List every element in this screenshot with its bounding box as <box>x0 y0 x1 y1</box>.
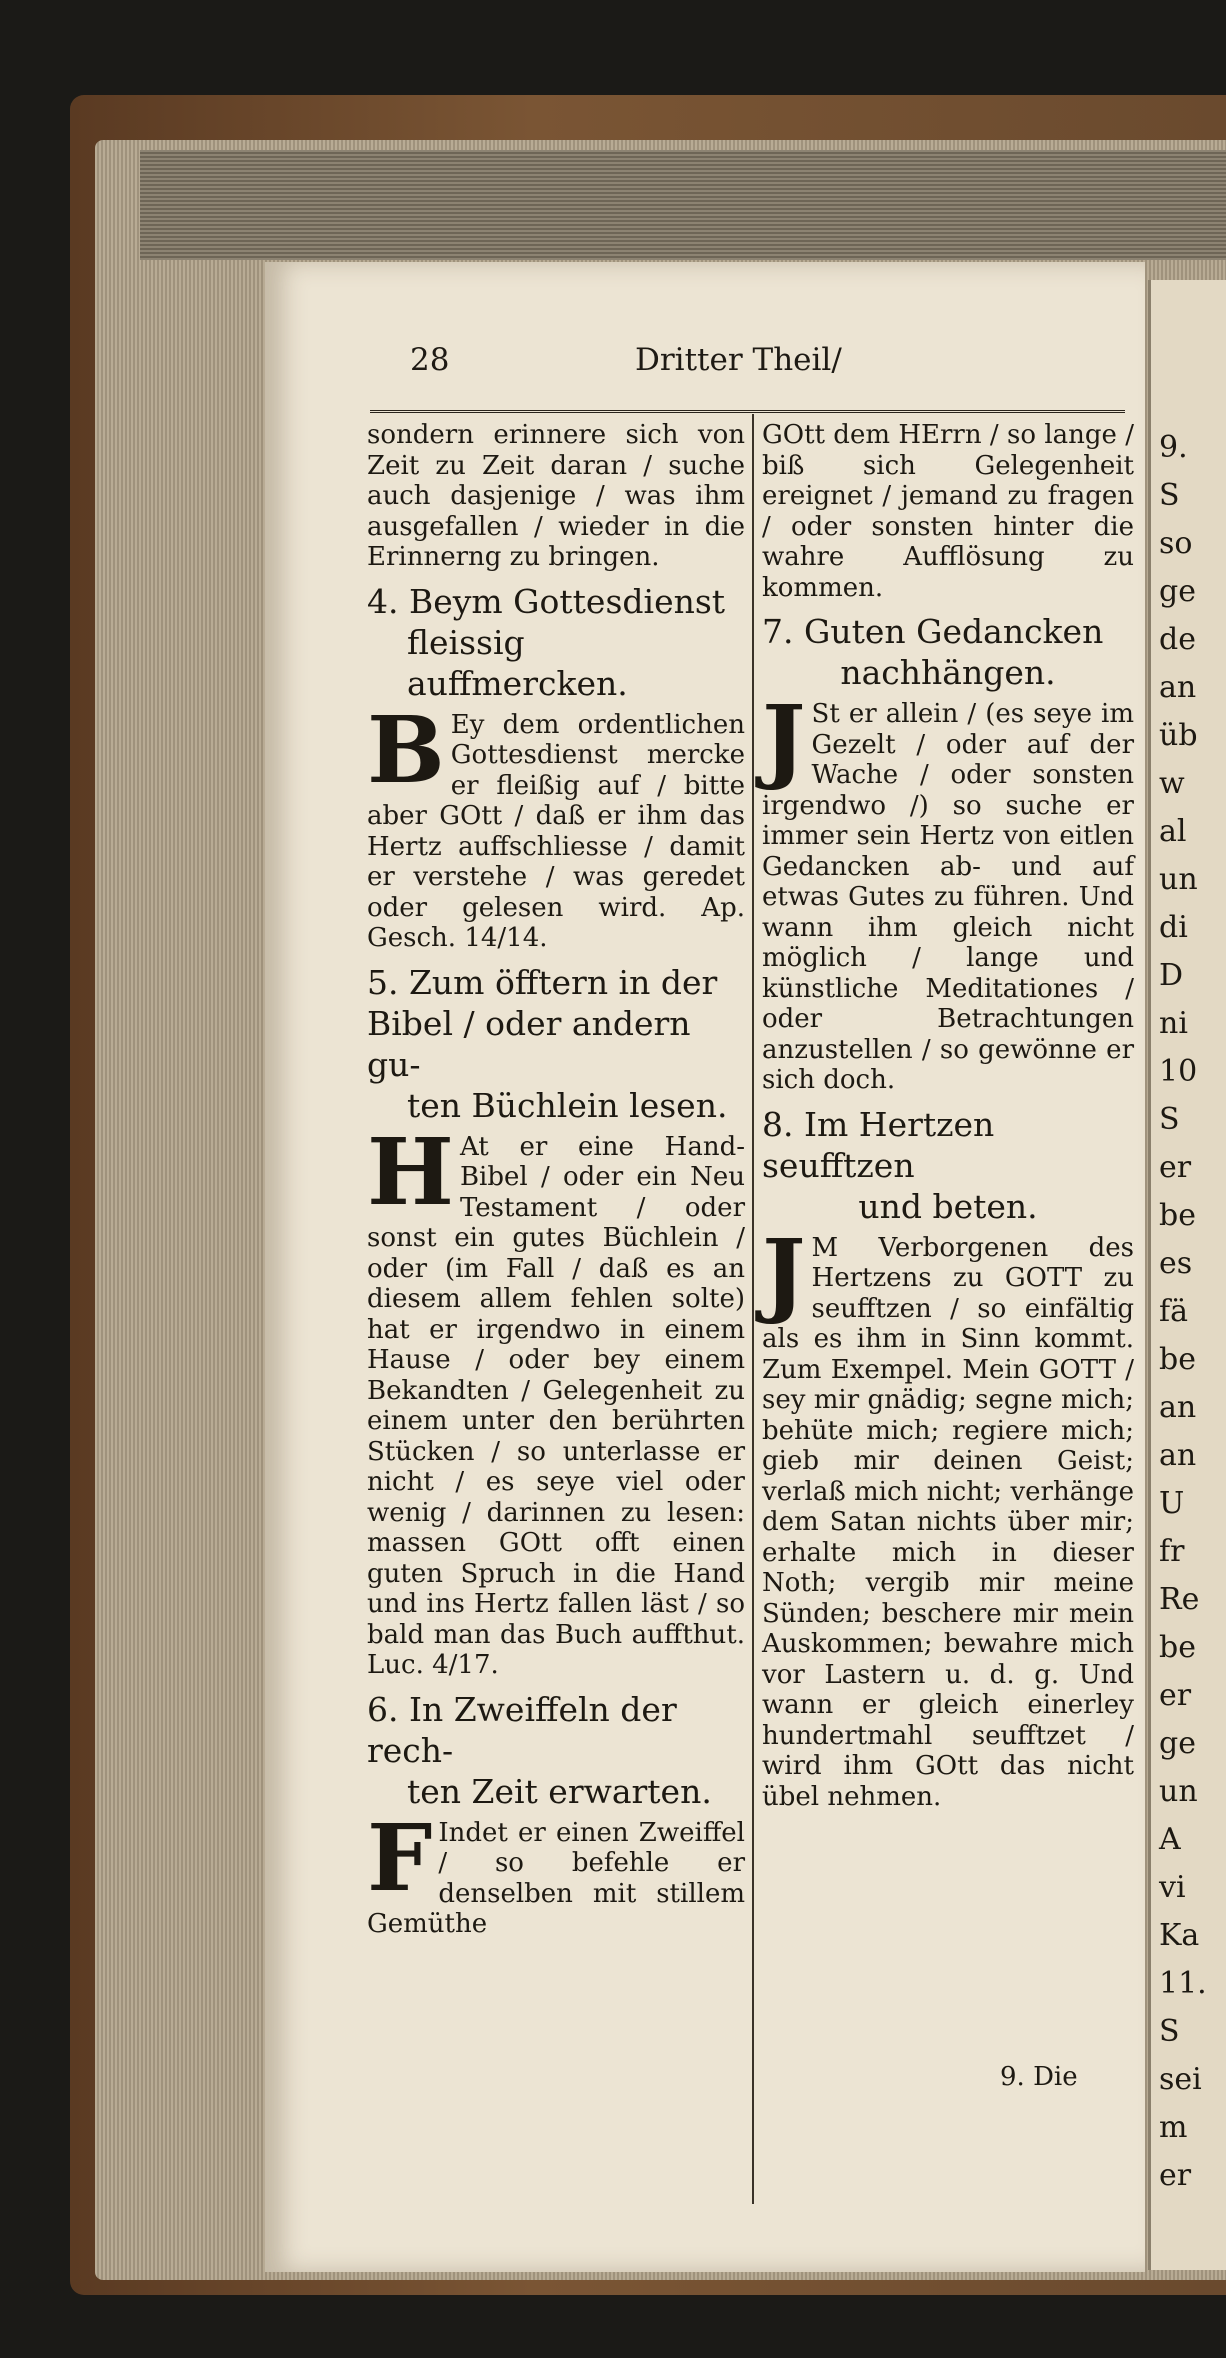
drop-cap: H <box>367 1117 454 1226</box>
heading-line: ten Büchlein lesen. <box>407 1085 728 1125</box>
facing-page-fragment: m <box>1159 2110 1188 2145</box>
column-divider <box>752 414 754 2204</box>
facing-page-fragment: an <box>1159 1390 1197 1425</box>
paragraph: GOtt dem HErrn / so lange / biß sich Gelegenheit ereignet / jemand zu fragen / oder sonsten hinter die wahre Aufflösung zu kommen. <box>762 420 1134 603</box>
facing-page-fragment: er <box>1159 1678 1192 1713</box>
facing-page-fragment: so <box>1159 526 1193 561</box>
paragraph <box>762 685 1134 1096</box>
page-header <box>265 342 1145 382</box>
right-column <box>762 420 1134 1812</box>
section-heading <box>762 1104 1134 1227</box>
facing-page-fragment: sei <box>1159 2062 1202 2097</box>
facing-page-fragment: al <box>1159 814 1187 849</box>
facing-page-fragment: er <box>1159 1150 1192 1185</box>
facing-page-fragment: er <box>1159 2158 1192 2193</box>
facing-page-fragment: an <box>1159 1438 1197 1473</box>
heading-line: und beten. <box>858 1186 1038 1226</box>
facing-page-fragment: es <box>1159 1246 1193 1281</box>
facing-page-fragment: fr <box>1159 1534 1185 1569</box>
section-heading <box>367 962 745 1126</box>
facing-page-fragment: w <box>1159 766 1185 801</box>
heading-line: 6. In Zweiffeln der rech- <box>367 1689 677 1770</box>
facing-page-fragment: 9. <box>1159 430 1188 465</box>
paragraph-text: Ey dem ordentlichen Gottesdienst mercke er fleißig auf / bitte aber GOtt / daß er ihm das Hertz auffschliesse / damit er verstehe / was geredet oder gelesen wird. Ap. Gesch. 14/14. <box>367 709 745 953</box>
heading-line: 5. Zum öfftern in der <box>367 962 718 1002</box>
heading-line: Bibel / oder andern gu- <box>367 1003 691 1084</box>
facing-page <box>1148 280 1226 2270</box>
facing-page-fragment: fä <box>1159 1294 1188 1329</box>
facing-page-fragment: ge <box>1159 574 1196 609</box>
heading-line: nachhängen. <box>840 653 1056 692</box>
section-heading <box>367 1689 745 1812</box>
paragraph-text: St er allein / (es seye im Gezelt / oder auf der Wache / oder sonsten irgendwo /) so suche er immer sein Hertz von eitlen Gedancken ab- und auf etwas Gutes zu führen. Und wann ihm gleich nicht möglich / lange und künstliche Meditationes / oder Betrachtungen anzustellen / so gewönne er sich doch. <box>762 699 1134 1095</box>
facing-page-fragment: de <box>1159 622 1196 657</box>
paragraph: sondern erinnere sich von Zeit zu Zeit daran / suche auch dasjenige / was ihm ausgefallen / wieder in die Erinnerng zu bringen. <box>367 420 745 572</box>
header-rule <box>370 410 1125 413</box>
facing-page-fragment: S <box>1159 1102 1180 1137</box>
top-page-edges <box>140 150 1226 260</box>
facing-page-fragment: ge <box>1159 1726 1196 1761</box>
heading-line: fleissig auffmercken. <box>407 622 628 703</box>
facing-page-fragment: Ka <box>1159 1918 1200 1953</box>
facing-page-fragment: S <box>1159 478 1180 513</box>
facing-page-fragment: be <box>1159 1342 1196 1377</box>
paragraph <box>367 1803 745 1940</box>
facing-page-fragment: di <box>1159 910 1188 945</box>
facing-page-fragment: U <box>1159 1486 1185 1521</box>
facing-page-fragment: A <box>1159 1822 1181 1857</box>
facing-page-fragment: D <box>1159 958 1184 993</box>
facing-page-fragment: üb <box>1159 718 1198 753</box>
section-heading <box>367 581 745 704</box>
drop-cap: B <box>367 695 445 804</box>
heading-line: 8. Im Hertzen seufftzen <box>762 1104 995 1185</box>
facing-page-fragment: an <box>1159 670 1197 705</box>
facing-page-fragment: Re <box>1159 1582 1200 1617</box>
paragraph-text: M Verborgenen des Hertzens zu GOTT zu seufftzen / so einfältig als es ihm in Sinn kommt. Zum Exempel. Mein GOTT / sey mir gnädig; segne mich; behüte mich; regiere mich; gieb mir deinen Geist; verlaß mich nicht; verhänge dem Satan nichts über mir; erhalte mich in dieser Noth; vergib mir meine Sünden; beschere mir mein Auskommen; bewahre mich vor Lastern u. d. g. Und wann er gleich einerley hundertmahl seufftzet / wird ihm GOtt das nicht übel nehmen. <box>762 1232 1134 1812</box>
facing-page-fragment: be <box>1159 1630 1196 1665</box>
catchword: 9. Die <box>1000 2062 1078 2092</box>
facing-page-fragment: vi <box>1159 1870 1186 1905</box>
facing-page-fragment: ni <box>1159 1006 1188 1041</box>
paragraph-text: At er eine Hand-Bibel / oder ein Neu Testament / oder sonst ein gutes Büchlein / oder (im Fall / daß es an diesem allem fehlen solte) hat er irgendwo in einem Hause / oder bey einem Bekandten / Gelegenheit zu einem unter den berührten Stücken / so unterlasse er nicht / es seye viel oder wenig / darinnen zu lesen: massen GOtt offt einen guten Spruch in die Hand und ins Hertz fallen läst / so bald man das Buch auffthut. Luc. 4/17. <box>367 1131 745 1680</box>
left-column <box>367 420 745 1940</box>
drop-cap: J <box>762 1218 806 1327</box>
paragraph <box>367 1117 745 1681</box>
paragraph <box>762 1218 1134 1813</box>
facing-page-fragment: un <box>1159 1774 1198 1809</box>
heading-line: 7. Guten Gedancken <box>762 612 1104 651</box>
facing-page-fragment: 10 <box>1159 1054 1198 1089</box>
heading-line: 4. Beym Gottesdienst <box>367 581 726 621</box>
section-heading <box>762 611 1134 693</box>
facing-page-fragment: 11. <box>1159 1966 1207 2001</box>
drop-cap: J <box>762 685 806 793</box>
running-title: Dritter Theil/ <box>635 342 842 378</box>
facing-page-fragment: un <box>1159 862 1198 897</box>
heading-line: ten Zeit erwarten. <box>407 1771 712 1811</box>
page-number: 28 <box>410 342 450 378</box>
drop-cap: F <box>367 1803 433 1912</box>
book-page <box>265 262 1145 2272</box>
paragraph <box>367 695 745 954</box>
facing-page-fragment: be <box>1159 1198 1196 1233</box>
paragraph-text: Indet er einen Zweiffel / so befehle er denselben mit stillem Gemüthe <box>367 1817 745 1939</box>
facing-page-fragment: S <box>1159 2014 1180 2049</box>
